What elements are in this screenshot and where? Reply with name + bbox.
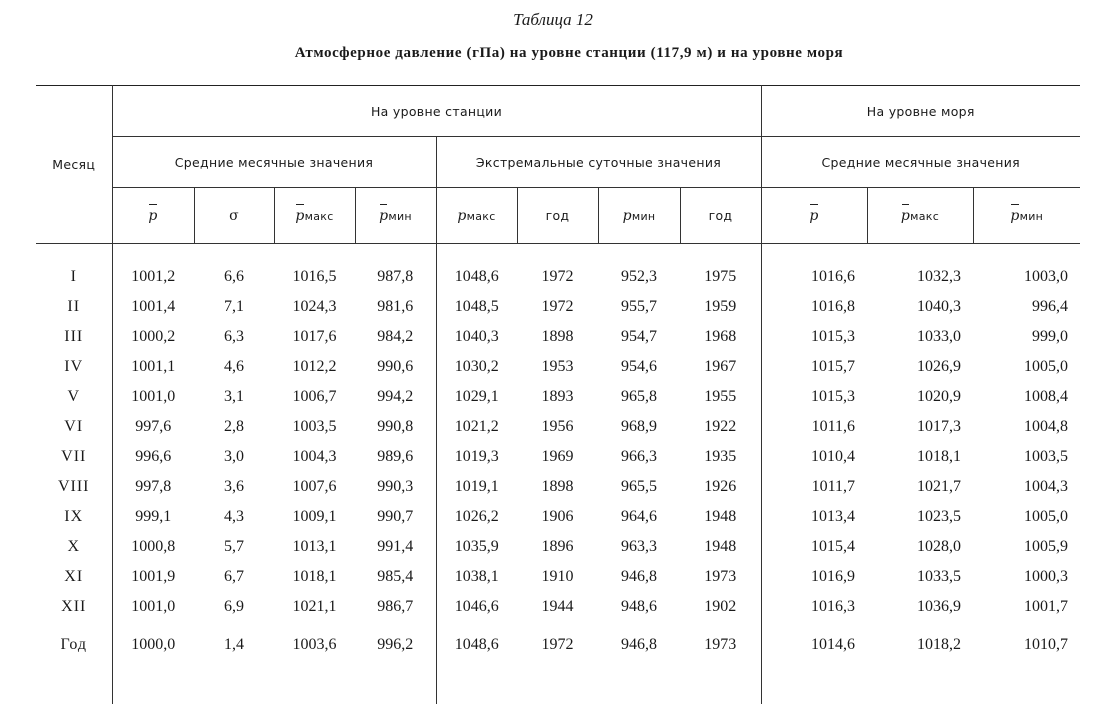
cell-sea-p-min: 1005,9 bbox=[973, 532, 1080, 562]
col-sea-p-max: pмакс bbox=[867, 188, 973, 244]
cell-ext-min-year: 1955 bbox=[680, 382, 761, 412]
cell-sea-p-min: 1001,7 bbox=[973, 592, 1080, 622]
cell-ext-min: 948,6 bbox=[598, 592, 680, 622]
cell-ext-min: 952,3 bbox=[598, 262, 680, 292]
cell-ext-max-year: 1906 bbox=[517, 502, 598, 532]
cell-p-max: 1004,3 bbox=[274, 442, 355, 472]
cell-ext-max-year: 1972 bbox=[517, 292, 598, 322]
cell-sea-p-min: 1003,5 bbox=[973, 442, 1080, 472]
month-cell: IX bbox=[36, 502, 112, 532]
cell-p-min: 990,3 bbox=[355, 472, 436, 502]
cell-ext-min-year: 1948 bbox=[680, 502, 761, 532]
cell-ext-min-year: 1948 bbox=[680, 532, 761, 562]
cell-p-mean: 1000,2 bbox=[112, 322, 194, 352]
cell-p-min: 989,6 bbox=[355, 442, 436, 472]
col-sea-p-min: pмин bbox=[973, 188, 1080, 244]
cell-p-mean: 999,1 bbox=[112, 502, 194, 532]
cell-p-mean: 1001,0 bbox=[112, 382, 194, 412]
cell-sea-p-mean: 1016,6 bbox=[761, 262, 867, 292]
cell-p-min: 996,2 bbox=[355, 622, 436, 668]
cell-ext-max-year: 1953 bbox=[517, 352, 598, 382]
cell-p-mean: 1000,8 bbox=[112, 532, 194, 562]
table-row bbox=[36, 562, 1080, 592]
cell-sea-p-mean: 1014,6 bbox=[761, 622, 867, 668]
cell-ext-min-year: 1959 bbox=[680, 292, 761, 322]
cell-ext-max-year: 1972 bbox=[517, 622, 598, 668]
cell-ext-min: 966,3 bbox=[598, 442, 680, 472]
cell-p-mean: 996,6 bbox=[112, 442, 194, 472]
cell-sea-p-min: 1004,3 bbox=[973, 472, 1080, 502]
cell-sigma: 5,7 bbox=[194, 532, 274, 562]
month-cell: Год bbox=[36, 622, 112, 668]
month-cell: II bbox=[36, 292, 112, 322]
month-cell: VI bbox=[36, 412, 112, 442]
cell-sea-p-max: 1020,9 bbox=[867, 382, 973, 412]
cell-sigma: 7,1 bbox=[194, 292, 274, 322]
col-p-mean: p bbox=[112, 188, 194, 244]
cell-sea-p-mean: 1010,4 bbox=[761, 442, 867, 472]
table-row bbox=[36, 382, 1080, 412]
cell-sea-p-mean: 1013,4 bbox=[761, 502, 867, 532]
cell-ext-max: 1040,3 bbox=[436, 322, 517, 352]
header-row-groups bbox=[36, 86, 1080, 137]
cell-sea-p-max: 1033,0 bbox=[867, 322, 973, 352]
cell-p-mean: 1001,0 bbox=[112, 592, 194, 622]
cell-ext-max-year: 1969 bbox=[517, 442, 598, 472]
cell-p-min: 994,2 bbox=[355, 382, 436, 412]
cell-sea-p-mean: 1015,3 bbox=[761, 322, 867, 352]
cell-p-min: 985,4 bbox=[355, 562, 436, 592]
cell-ext-max: 1019,3 bbox=[436, 442, 517, 472]
cell-ext-max: 1019,1 bbox=[436, 472, 517, 502]
cell-sea-p-max: 1033,5 bbox=[867, 562, 973, 592]
table-body bbox=[36, 244, 1080, 704]
cell-p-mean: 997,6 bbox=[112, 412, 194, 442]
cell-ext-max-year: 1956 bbox=[517, 412, 598, 442]
month-cell: IV bbox=[36, 352, 112, 382]
cell-p-mean: 1001,2 bbox=[112, 262, 194, 292]
cell-p-max: 1017,6 bbox=[274, 322, 355, 352]
cell-ext-max: 1048,5 bbox=[436, 292, 517, 322]
cell-ext-max-year: 1972 bbox=[517, 262, 598, 292]
cell-ext-max: 1029,1 bbox=[436, 382, 517, 412]
cell-ext-min-year: 1968 bbox=[680, 322, 761, 352]
cell-sigma: 6,3 bbox=[194, 322, 274, 352]
cell-sigma: 2,8 bbox=[194, 412, 274, 442]
month-cell: I bbox=[36, 262, 112, 292]
month-cell: VII bbox=[36, 442, 112, 472]
table-row bbox=[36, 262, 1080, 292]
cell-ext-min: 954,6 bbox=[598, 352, 680, 382]
month-column-header: Месяц bbox=[36, 86, 112, 244]
col-sigma: σ bbox=[194, 188, 274, 244]
cell-sea-p-max: 1026,9 bbox=[867, 352, 973, 382]
cell-p-min: 991,4 bbox=[355, 532, 436, 562]
table-row bbox=[36, 292, 1080, 322]
cell-p-max: 1006,7 bbox=[274, 382, 355, 412]
col-ext-max-year: год bbox=[517, 188, 598, 244]
cell-sigma: 3,6 bbox=[194, 472, 274, 502]
cell-p-mean: 1001,1 bbox=[112, 352, 194, 382]
cell-sea-p-max: 1018,1 bbox=[867, 442, 973, 472]
month-cell: XII bbox=[36, 592, 112, 622]
cell-ext-min-year: 1902 bbox=[680, 592, 761, 622]
col-ext-min: pмин bbox=[598, 188, 680, 244]
cell-sigma: 3,0 bbox=[194, 442, 274, 472]
cell-ext-max-year: 1898 bbox=[517, 322, 598, 352]
cell-p-max: 1012,2 bbox=[274, 352, 355, 382]
table-row bbox=[36, 352, 1080, 382]
cell-sea-p-min: 996,4 bbox=[973, 292, 1080, 322]
cell-sea-p-min: 1005,0 bbox=[973, 502, 1080, 532]
cell-ext-max-year: 1910 bbox=[517, 562, 598, 592]
cell-sea-p-max: 1023,5 bbox=[867, 502, 973, 532]
cell-p-mean: 1001,9 bbox=[112, 562, 194, 592]
table-row bbox=[36, 412, 1080, 442]
cell-sea-p-mean: 1015,3 bbox=[761, 382, 867, 412]
cell-sea-p-mean: 1015,4 bbox=[761, 532, 867, 562]
cell-ext-min-year: 1926 bbox=[680, 472, 761, 502]
cell-p-min: 990,8 bbox=[355, 412, 436, 442]
cell-sea-p-min: 1005,0 bbox=[973, 352, 1080, 382]
cell-sea-p-mean: 1016,3 bbox=[761, 592, 867, 622]
cell-sea-p-min: 1000,3 bbox=[973, 562, 1080, 592]
cell-p-mean: 997,8 bbox=[112, 472, 194, 502]
header-row-subgroups bbox=[36, 137, 1080, 188]
cell-ext-min: 963,3 bbox=[598, 532, 680, 562]
cell-ext-min-year: 1975 bbox=[680, 262, 761, 292]
sea-monthly-means-header: Средние месячные значения bbox=[761, 137, 1080, 188]
cell-sigma: 4,6 bbox=[194, 352, 274, 382]
cell-p-max: 1007,6 bbox=[274, 472, 355, 502]
cell-p-max: 1018,1 bbox=[274, 562, 355, 592]
extremes-header: Экстремальные суточные значения bbox=[436, 137, 761, 188]
cell-ext-max: 1026,2 bbox=[436, 502, 517, 532]
month-cell: VIII bbox=[36, 472, 112, 502]
month-cell: III bbox=[36, 322, 112, 352]
cell-sea-p-max: 1028,0 bbox=[867, 532, 973, 562]
col-ext-max: pмакс bbox=[436, 188, 517, 244]
cell-sea-p-max: 1021,7 bbox=[867, 472, 973, 502]
header-row-symbols bbox=[36, 188, 1080, 244]
cell-sigma: 3,1 bbox=[194, 382, 274, 412]
cell-ext-min: 954,7 bbox=[598, 322, 680, 352]
cell-ext-min: 946,8 bbox=[598, 622, 680, 668]
cell-ext-max: 1021,2 bbox=[436, 412, 517, 442]
station-level-header: На уровне станции bbox=[112, 86, 761, 137]
cell-sea-p-mean: 1011,6 bbox=[761, 412, 867, 442]
cell-ext-min-year: 1967 bbox=[680, 352, 761, 382]
cell-ext-max-year: 1896 bbox=[517, 532, 598, 562]
cell-sea-p-max: 1032,3 bbox=[867, 262, 973, 292]
table-row bbox=[36, 322, 1080, 352]
cell-p-mean: 1000,0 bbox=[112, 622, 194, 668]
month-cell: V bbox=[36, 382, 112, 412]
table-row bbox=[36, 442, 1080, 472]
cell-sea-p-min: 1004,8 bbox=[973, 412, 1080, 442]
cell-ext-max-year: 1893 bbox=[517, 382, 598, 412]
col-ext-min-year: год bbox=[680, 188, 761, 244]
cell-p-min: 986,7 bbox=[355, 592, 436, 622]
cell-sigma: 4,3 bbox=[194, 502, 274, 532]
table-row bbox=[36, 592, 1080, 622]
table-row bbox=[36, 472, 1080, 502]
col-p-max: pмакс bbox=[274, 188, 355, 244]
cell-ext-min: 964,6 bbox=[598, 502, 680, 532]
cell-sigma: 6,6 bbox=[194, 262, 274, 292]
cell-sea-p-min: 999,0 bbox=[973, 322, 1080, 352]
month-cell: XI bbox=[36, 562, 112, 592]
pressure-table bbox=[36, 85, 1080, 704]
cell-ext-min: 968,9 bbox=[598, 412, 680, 442]
sea-level-header: На уровне моря bbox=[761, 86, 1080, 137]
cell-ext-min: 965,8 bbox=[598, 382, 680, 412]
cell-p-min: 987,8 bbox=[355, 262, 436, 292]
col-sea-p-mean: p bbox=[761, 188, 867, 244]
cell-ext-max: 1038,1 bbox=[436, 562, 517, 592]
cell-p-max: 1021,1 bbox=[274, 592, 355, 622]
cell-p-max: 1003,6 bbox=[274, 622, 355, 668]
cell-p-max: 1003,5 bbox=[274, 412, 355, 442]
col-p-min: pмин bbox=[355, 188, 436, 244]
cell-ext-min-year: 1973 bbox=[680, 622, 761, 668]
cell-p-min: 990,7 bbox=[355, 502, 436, 532]
cell-sea-p-mean: 1016,8 bbox=[761, 292, 867, 322]
cell-sea-p-mean: 1011,7 bbox=[761, 472, 867, 502]
cell-sea-p-min: 1003,0 bbox=[973, 262, 1080, 292]
cell-sigma: 1,4 bbox=[194, 622, 274, 668]
cell-sea-p-mean: 1016,9 bbox=[761, 562, 867, 592]
cell-sea-p-max: 1040,3 bbox=[867, 292, 973, 322]
cell-ext-min-year: 1922 bbox=[680, 412, 761, 442]
monthly-means-header: Средние месячные значения bbox=[112, 137, 436, 188]
cell-ext-min: 955,7 bbox=[598, 292, 680, 322]
table-caption: Таблица 12 bbox=[0, 10, 1106, 30]
cell-sea-p-min: 1008,4 bbox=[973, 382, 1080, 412]
table-row-year-total bbox=[36, 622, 1080, 668]
cell-ext-max: 1046,6 bbox=[436, 592, 517, 622]
cell-ext-min-year: 1935 bbox=[680, 442, 761, 472]
cell-sea-p-max: 1018,2 bbox=[867, 622, 973, 668]
cell-p-mean: 1001,4 bbox=[112, 292, 194, 322]
cell-p-min: 984,2 bbox=[355, 322, 436, 352]
cell-p-max: 1013,1 bbox=[274, 532, 355, 562]
spacer-row bbox=[36, 244, 1080, 263]
cell-p-min: 990,6 bbox=[355, 352, 436, 382]
cell-p-max: 1024,3 bbox=[274, 292, 355, 322]
cell-ext-min: 965,5 bbox=[598, 472, 680, 502]
cell-ext-max: 1035,9 bbox=[436, 532, 517, 562]
cell-ext-max: 1048,6 bbox=[436, 262, 517, 292]
cell-p-max: 1016,5 bbox=[274, 262, 355, 292]
cell-ext-max: 1030,2 bbox=[436, 352, 517, 382]
cell-sea-p-mean: 1015,7 bbox=[761, 352, 867, 382]
table-row bbox=[36, 532, 1080, 562]
cell-sigma: 6,9 bbox=[194, 592, 274, 622]
cell-sigma: 6,7 bbox=[194, 562, 274, 592]
cell-ext-min-year: 1973 bbox=[680, 562, 761, 592]
cell-ext-min: 946,8 bbox=[598, 562, 680, 592]
cell-sea-p-max: 1036,9 bbox=[867, 592, 973, 622]
cell-sea-p-min: 1010,7 bbox=[973, 622, 1080, 668]
cell-p-min: 981,6 bbox=[355, 292, 436, 322]
table-title: Атмосферное давление (гПа) на уровне станции (117,9 м) и на уровне моря bbox=[0, 45, 1106, 62]
cell-sea-p-max: 1017,3 bbox=[867, 412, 973, 442]
cell-ext-max: 1048,6 bbox=[436, 622, 517, 668]
cell-ext-max-year: 1898 bbox=[517, 472, 598, 502]
table-row bbox=[36, 502, 1080, 532]
cell-p-max: 1009,1 bbox=[274, 502, 355, 532]
month-cell: X bbox=[36, 532, 112, 562]
cell-ext-max-year: 1944 bbox=[517, 592, 598, 622]
